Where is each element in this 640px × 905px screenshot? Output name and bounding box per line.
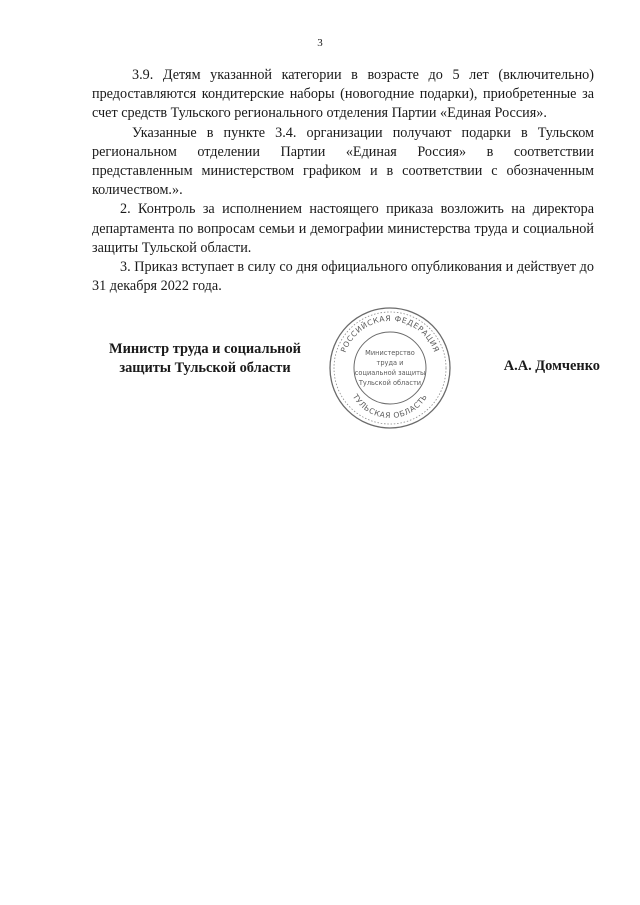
signatory-title-line-2: защиты Тульской области (119, 360, 291, 376)
signatory-title-line-1: Министр труда и социальной (109, 341, 301, 357)
seal-center-ring (354, 332, 426, 404)
paragraph-control: 2. Контроль за исполнением настоящего приказа возложить на директора департамента по вопросам семьи и демографии министерства труда и социальной защиты Тульской области. (92, 201, 594, 256)
document-body (92, 66, 594, 296)
seal-outer-ring (330, 308, 450, 428)
paragraph-3-9: 3.9. Детям указанной категории в возрасте до 5 лет (включительно) предоставляются кондитерские наборы (новогодние подарки), приобретенные за счет средств Тульского регионального отделения Партии «Единая Россия». (92, 67, 594, 122)
seal-inner-line-4: Тульской области (358, 379, 422, 387)
seal-inner-line-1: Министерство (365, 349, 415, 357)
signatory-name: А.А. Домченко (503, 358, 600, 374)
seal-inner-line-3: социальной защиты (354, 369, 426, 377)
seal-inner-line-2: труда и (376, 359, 404, 367)
paragraph-organizations: Указанные в пункте 3.4. организации получают подарки в Тульском региональном отделении Партии «Единая Россия» в соответствии представленным министерством графиком и в соответствии с обозначенным количеством.». (92, 124, 594, 199)
svg-text:ТУЛЬСКАЯ ОБЛАСТЬ (350, 392, 429, 421)
page-number: 3 (317, 37, 323, 49)
seal-outer-top-text: РОССИЙСКАЯ ФЕДЕРАЦИЯ (338, 313, 442, 354)
signatory-title (100, 340, 310, 378)
seal-inner-ring-dotted (334, 312, 446, 424)
official-seal (327, 305, 453, 431)
seal-outer-bottom-text: ТУЛЬСКАЯ ОБЛАСТЬ (350, 392, 430, 421)
paragraph-effective-date: 3. Приказ вступает в силу со дня официального опубликования и действует до 31 декабря 2022 года. (92, 259, 594, 295)
